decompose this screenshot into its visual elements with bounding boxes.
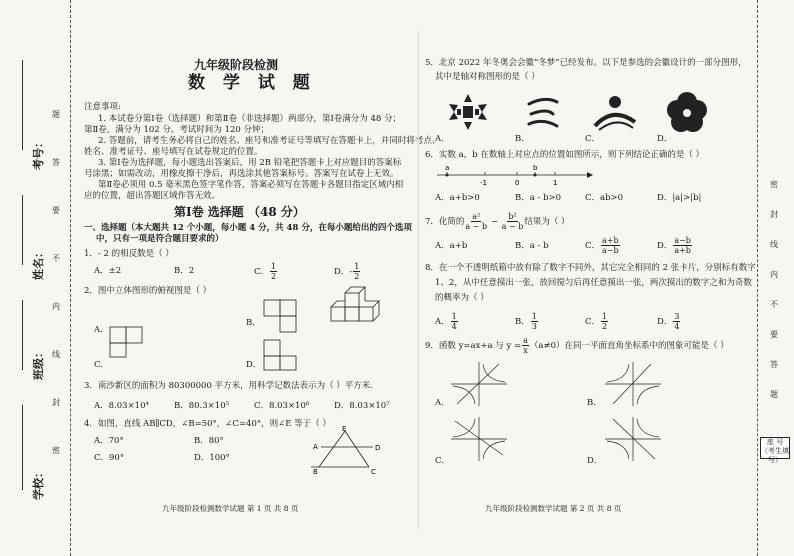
seal-char-left: 题 xyxy=(52,110,60,119)
question-8-line2: 1、2，从中任意摸出一张，放回搅匀后再任意摸出一张，两次摸出的数字之和为奇数 xyxy=(435,278,752,288)
q1-option-b: B．2 xyxy=(174,266,195,276)
q1-option-c: C． $\frac{1}{2}$ xyxy=(254,262,277,281)
q6-label-b: b xyxy=(533,164,538,172)
q2-option-c: C． xyxy=(94,360,110,370)
seat-number-note: （考生填写） xyxy=(761,447,789,464)
part-1-title: 一、选择题（本大题共 12 个小题，每小题 4 分，共 48 分，在每小题给出的四个选项 xyxy=(84,223,412,233)
q6-option-d: D．|a|>|b| xyxy=(657,193,702,203)
seal-char-right: 要 xyxy=(770,330,778,339)
question-8-line1: 8．在一个不透明纸箱中放有除了数字不同外，其它完全相同的 2 张卡片，分别标有数字 xyxy=(425,263,756,273)
q4-option-a: A．70° xyxy=(94,436,124,446)
q2-option-b-figure xyxy=(262,298,302,338)
left-binding-strip xyxy=(0,0,71,556)
q5-option-d-flower-figure xyxy=(665,90,709,134)
q9-option-b-graph xyxy=(603,360,663,408)
grade-title: 九年级阶段检测 xyxy=(194,58,279,72)
notice-3b: 号涂黑；如需改动，用橡皮擦干净后，再选涂其他答案标号。答案写在试卷上无效。 xyxy=(84,169,399,179)
q3-option-d: D．8.03×10⁷ xyxy=(334,401,390,411)
seal-char-left: 密 xyxy=(52,446,60,455)
q6-label-zero: 0 xyxy=(515,179,520,187)
q6-option-a: A．a+b>0 xyxy=(435,193,480,203)
seal-char-left: 不 xyxy=(52,254,60,263)
q4-label-a: A xyxy=(313,443,318,451)
q9-option-d: D． xyxy=(587,456,603,466)
question-5-line1: 5．北京 2022 年冬奥会会徽“冬梦”已经发布。以下是参选的会徽设计的一部分图形， xyxy=(425,58,747,68)
q9-option-a-graph xyxy=(449,360,509,408)
seal-char-right: 不 xyxy=(770,300,778,309)
q7-option-c: C． $\frac{a+b}{a-b}$ xyxy=(585,236,619,255)
q4-option-b: B．80° xyxy=(194,436,224,446)
q9-option-c: C． xyxy=(435,456,451,466)
q6-option-b: B．a - b>0 xyxy=(515,193,562,203)
q7-option-b: B．a - b xyxy=(515,241,549,251)
exam-number-line xyxy=(22,60,23,150)
q8-option-a: A． $\frac{1}{4}$ xyxy=(435,312,457,331)
question-9: 9．函数 y=ax+a 与 y = $\frac{a}{x}$ （a≠0）在同一平面直角坐标系中的图象可能是（ ） xyxy=(425,336,729,355)
subject-title: 数 学 试 题 xyxy=(188,73,316,93)
q5-option-c-mountain-figure xyxy=(593,92,637,132)
q2-option-a: A． xyxy=(94,325,109,335)
name-line xyxy=(22,195,23,265)
q9-option-d-graph xyxy=(603,415,663,463)
exam-number-label: 考号： xyxy=(32,137,45,170)
q4-option-c: C．90° xyxy=(94,453,125,463)
question-6: 6．实数 a，b 在数轴上对应点的位置如图所示，则下列结论正确的是（ ） xyxy=(425,150,705,160)
seal-char-left: 答 xyxy=(52,158,60,167)
seal-char-left: 要 xyxy=(52,206,60,215)
question-5-line2: 其中是轴对称图形的是（ ） xyxy=(435,72,540,82)
q5-option-a-snowflake-figure xyxy=(445,92,491,132)
seal-char-right: 答 xyxy=(770,360,778,369)
question-3: 3．南沙新区的面积为 80300000 平方米，用科学记数法表示为（ ）平方米. xyxy=(84,381,373,391)
q7-option-a: A．a+b xyxy=(435,241,468,251)
notice-2b: 姓名、准考证号、座号填写在试卷规定的位置。 xyxy=(84,147,263,157)
seat-number-title: 座 号 xyxy=(766,438,784,446)
seal-char-right: 内 xyxy=(770,270,778,279)
page-1 xyxy=(84,0,441,556)
notice-2a: 2. 答题前，请考生务必将自己的姓名、座号和准考证号等填写在答题卡上，并同时将考点、 xyxy=(98,136,441,146)
q6-option-c: C．ab>0 xyxy=(585,193,624,203)
q4-option-d: D．100° xyxy=(194,453,230,463)
seal-char-right: 题 xyxy=(770,390,778,399)
seal-char-left: 线 xyxy=(52,350,60,359)
q2-solid-figure xyxy=(329,285,397,333)
question-1: 1．- 2 的相反数是（ ） xyxy=(84,249,174,259)
notice-1b: 第Ⅱ卷，满分为 102 分。考试时间为 120 分钟； xyxy=(84,125,270,135)
q4-parallel-lines-figure xyxy=(309,425,385,475)
notice-3d: 应的位置，超出答题区域作答无效。 xyxy=(84,191,221,201)
page-divider xyxy=(418,30,419,530)
question-8-line3: 的概率为（ ） xyxy=(435,293,489,303)
q4-label-b: B xyxy=(313,468,318,475)
q4-label-c: C xyxy=(371,468,376,475)
q1-option-d: D．- $\frac{1}{2}$ xyxy=(334,262,360,281)
page-2 xyxy=(425,0,755,556)
seal-char-right: 线 xyxy=(770,240,778,249)
q5-option-d: D． xyxy=(657,134,673,144)
section-title: 第Ⅰ卷 选择题 （48 分） xyxy=(174,205,305,219)
q6-label-minus-one: -1 xyxy=(480,179,487,187)
class-line xyxy=(22,300,23,370)
q6-label-a: a xyxy=(445,164,450,172)
q2-option-d: D． xyxy=(246,360,262,370)
q9-option-b: B． xyxy=(587,398,602,408)
q5-option-b-ribbon-figure xyxy=(523,94,563,132)
q8-option-d: D． $\frac{3}{4}$ xyxy=(657,312,680,331)
q4-label-d: D xyxy=(375,444,381,452)
q3-option-a: A．8.03×10⁴ xyxy=(94,401,149,411)
class-label: 班级： xyxy=(32,347,45,380)
notice-3a: 3. 第Ⅰ卷为选择题，每小题选出答案后，用 2B 铅笔把答题卡上对应题目的答案标 xyxy=(98,158,402,168)
q6-label-one: 1 xyxy=(553,179,558,187)
question-2: 2．图中立体图形的俯视图是（ ） xyxy=(84,286,212,296)
seal-char-left: 内 xyxy=(52,302,60,311)
q5-option-a: A． xyxy=(435,134,450,144)
q1-option-a: A．±2 xyxy=(94,266,122,276)
page-1-footer: 九年级阶段检测数学试题 第 1 页 共 8 页 xyxy=(162,504,299,513)
q6-number-line-figure xyxy=(435,163,595,189)
seal-char-right: 密 xyxy=(770,180,778,189)
q7-option-d: D． $\frac{a-b}{a+b}$ xyxy=(657,236,691,255)
q3-option-c: C．8.03×10⁶ xyxy=(254,401,310,411)
seal-char-left: 封 xyxy=(52,398,60,407)
question-7: 7．化简的 $\frac{\text{a²}}{a - b}$ − $\frac{\text{b²}}{a - b}$ 结果为（ ） xyxy=(425,212,570,231)
notice-1a: 1. 本试卷分第Ⅰ卷（选择题）和第Ⅱ卷（非选择题）两部分，第Ⅰ卷满分为 48 分； xyxy=(98,114,402,124)
q2-option-a-figure xyxy=(108,305,148,359)
q9-option-c-graph xyxy=(449,415,509,463)
seal-char-right: 封 xyxy=(770,210,778,219)
page-2-footer: 九年级阶段检测数学试题 第 2 页 共 8 页 xyxy=(485,504,622,513)
notice-title: 注意事项: xyxy=(84,102,121,112)
q2-option-d-figure xyxy=(262,338,302,372)
part-1-subtitle: 中，只有一项是符合题目要求的） xyxy=(96,234,224,244)
q3-option-b: B．80.3×10⁵ xyxy=(174,401,230,411)
name-label: 姓名： xyxy=(32,247,45,280)
q8-option-c: C． $\frac{1}{2}$ xyxy=(585,312,608,331)
seat-number-box xyxy=(760,437,790,464)
school-line xyxy=(22,405,23,490)
question-4: 4．如图，直线 AB∥CD，∠B=50°，∠C=40°，则∠E 等于（ ） xyxy=(84,419,331,429)
right-binding-strip xyxy=(757,0,794,556)
q5-option-c: C． xyxy=(585,134,601,144)
q9-option-a: A． xyxy=(435,398,450,408)
q4-label-e: E xyxy=(342,425,347,433)
q8-option-b: B． $\frac{1}{3}$ xyxy=(515,312,537,331)
notice-3c: 第Ⅱ卷必须用 0.5 毫米黑色签字笔作答，答案必须写在答题卡各题目指定区域内相 xyxy=(98,180,404,190)
school-label: 学校： xyxy=(32,467,45,500)
q2-option-b: B． xyxy=(246,318,261,328)
q5-option-b: B． xyxy=(515,134,530,144)
